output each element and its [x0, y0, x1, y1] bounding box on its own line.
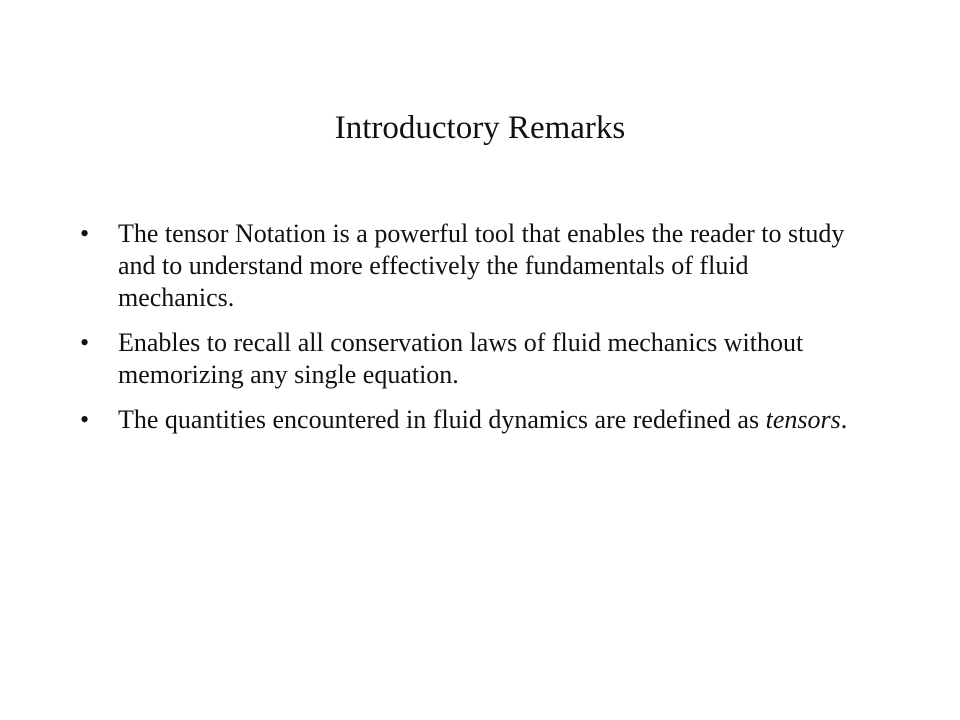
bullet-list — [80, 218, 860, 449]
bullet-item — [80, 327, 860, 391]
bullet-text: Enables to recall all conservation laws of fluid mechanics without memorizing any single equation. — [118, 328, 804, 389]
bullet-text — [118, 405, 847, 434]
bullet-dot-icon: • — [80, 219, 90, 248]
bullet-text: The tensor Notation is a powerful tool that enables the reader to study and to understand more effectively the fundamentals of fluid mechanics. — [118, 219, 845, 312]
bullet-item — [80, 404, 860, 436]
bullet-dot-icon: • — [80, 328, 90, 357]
bullet-emphasis: tensors — [765, 405, 841, 434]
bullet-dot-icon: • — [80, 405, 90, 434]
bullet-text-after: . — [840, 405, 848, 434]
slide-title: Introductory Remarks — [334, 110, 626, 146]
bullet-text-before: The quantities encountered in fluid dynamics are redefined as — [118, 405, 766, 434]
bullet-item — [80, 218, 860, 314]
